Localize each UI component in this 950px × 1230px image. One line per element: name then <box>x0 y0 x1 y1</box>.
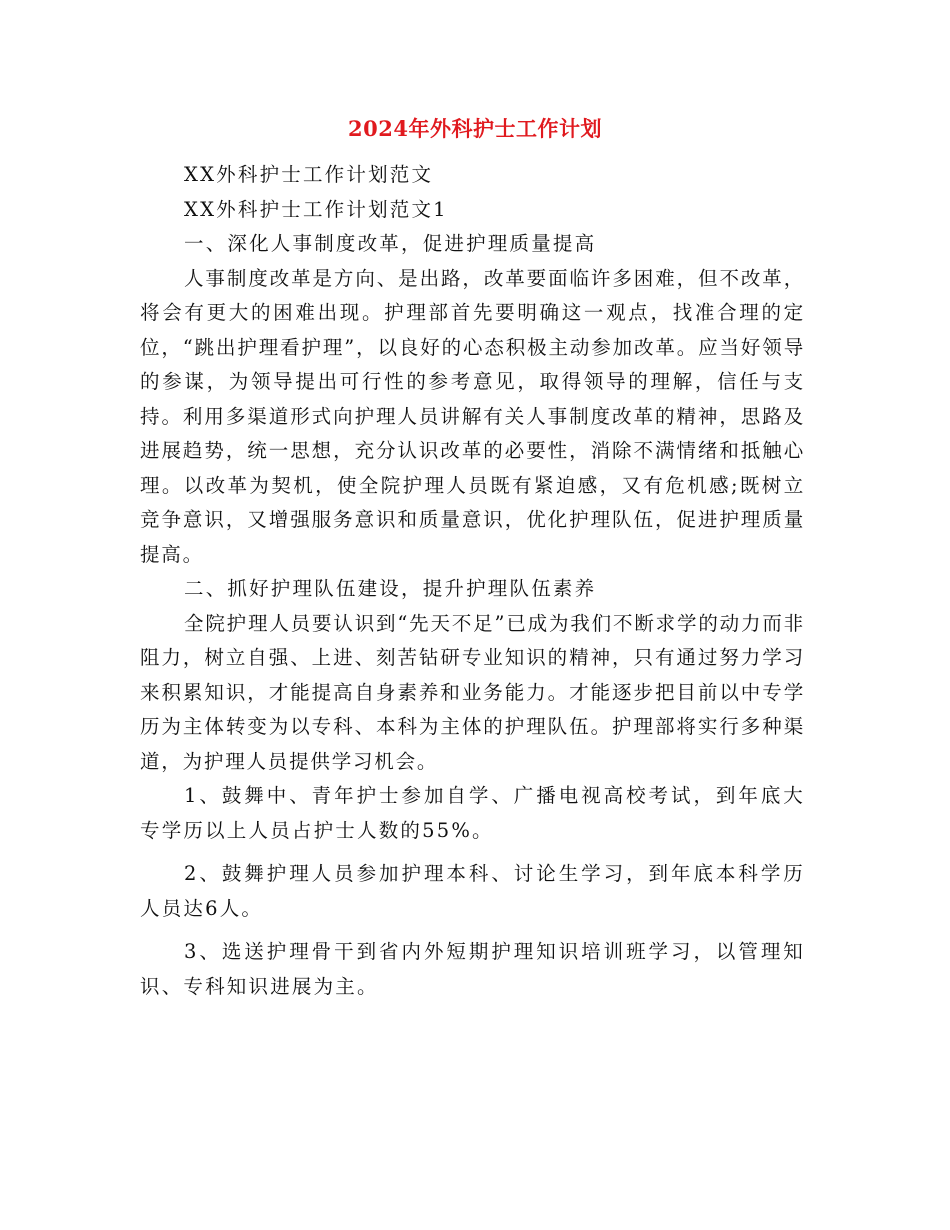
section-heading-1: 一、深化人事制度改革，促进护理质量提高 <box>184 232 597 255</box>
paragraph-body-2: 全院护理人员要认识到“先天不足”已成为我们不断求学的动力而非阻力，树立自强、上进、刻苦钻研专业知识的精神，只有通过努力学习来积累知识，才能提高自身素养和业务能力。才能逐步把目前以中专学历为主体转变为以专科、本科为主体的护理队伍。护理部将实行多种渠道，为护理人员提供学习机会。 <box>140 611 805 773</box>
list-item-2: 2、鼓舞护理人员参加护理本科、讨论生学习，到年底本科学历人员达6人。 <box>140 862 805 920</box>
document-body <box>140 158 805 1013</box>
paragraph-heading-2: XX外科护士工作计划范文1 <box>184 197 448 221</box>
paragraph-body-1: 人事制度改革是方向、是出路，改革要面临许多困难，但不改革，将会有更大的困难出现。护理部首先要明确这一观点，找准合理的定位，“跳出护理看护理”，以良好的心态积极主动参加改革。应当好领导的参谋，为领导提出可行性的参考意见，取得领导的理解，信任与支持。利用多渠道形式向护理人员讲解有关人事制度改革的精神，思路及进展趋势，统一思想，充分认识改革的必要性，消除不满情绪和抵触心理。以改革为契机，使全院护理人员既有紧迫感，又有危机感;既树立竞争意识，又增强服务意识和质量意识，优化护理队伍，促进护理质量提高。 <box>140 266 805 566</box>
list-item-1: 1、鼓舞中、青年护士参加自学、广播电视高校考试，到年底大专学历以上人员占护士人数的55%。 <box>140 784 805 842</box>
section-heading-2: 二、抓好护理队伍建设，提升护理队伍素养 <box>184 577 597 600</box>
paragraph-heading-1: XX外科护士工作计划范文 <box>184 163 434 186</box>
document-title: 2024年外科护士工作计划 <box>348 116 602 141</box>
list-item-3: 3、选送护理骨干到省内外短期护理知识培训班学习，以管理知识、专科知识进展为主。 <box>140 940 805 998</box>
